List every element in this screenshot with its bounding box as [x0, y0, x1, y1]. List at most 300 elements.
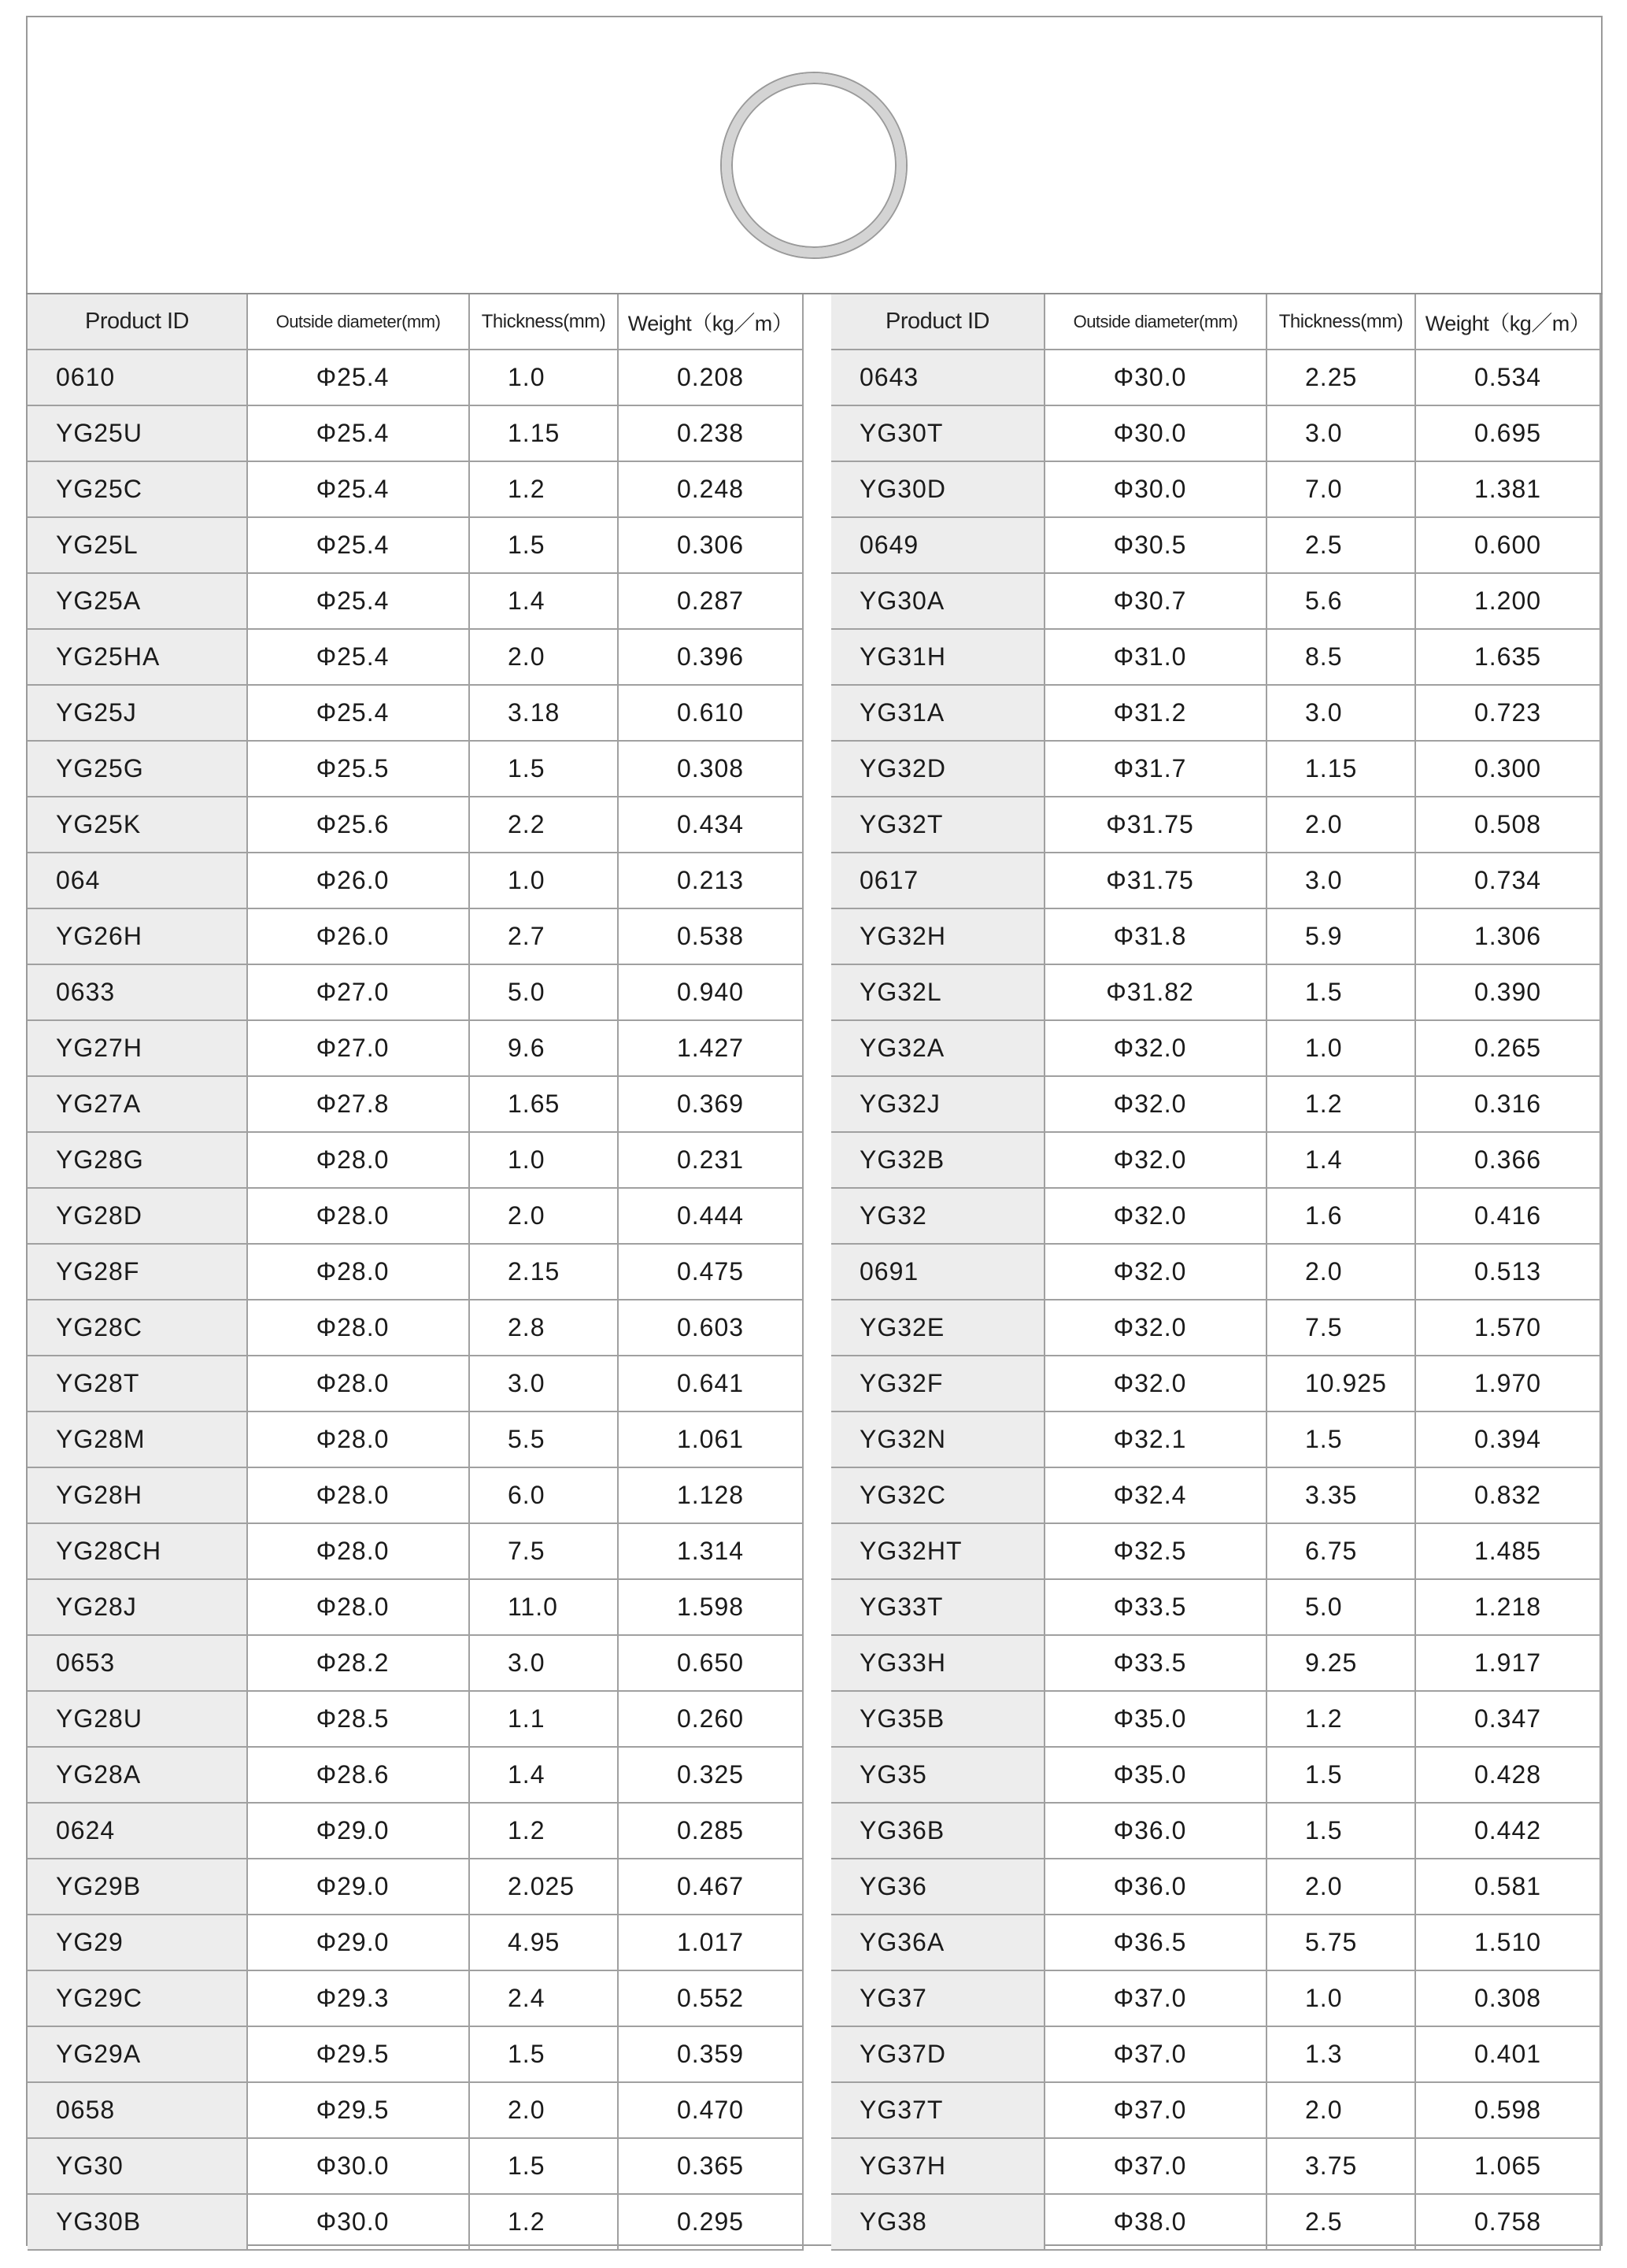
product-id-cell: YG28C: [28, 1300, 247, 1356]
outside-diameter-cell: Φ30.7: [1045, 573, 1266, 629]
outside-diameter-cell: Φ27.0: [247, 964, 469, 1020]
product-id-cell: YG32N: [831, 1411, 1045, 1467]
product-id-cell: YG33H: [831, 1635, 1045, 1691]
product-id-cell: YG32: [831, 1188, 1045, 1244]
thickness-cell: 8.5: [1266, 629, 1415, 685]
weight-cell: 0.265: [1415, 1020, 1600, 1076]
table-row: [28, 908, 803, 964]
outside-diameter-cell: Φ30.0: [1045, 461, 1266, 517]
product-id-cell: YG32A: [831, 1020, 1045, 1076]
table-row: [831, 1523, 1600, 1579]
product-id-cell: YG32L: [831, 964, 1045, 1020]
outside-diameter-cell: Φ30.5: [1045, 517, 1266, 573]
table-row: [28, 741, 803, 797]
table-row: [28, 1579, 803, 1635]
weight-cell: 0.695: [1415, 405, 1600, 461]
product-id-cell: YG32F: [831, 1356, 1045, 1411]
thickness-cell: 1.0: [1266, 1970, 1415, 2026]
weight-cell: 0.325: [618, 1747, 803, 1803]
thickness-cell: 3.0: [469, 1356, 618, 1411]
outside-diameter-cell: Φ25.6: [247, 797, 469, 853]
weight-cell: 0.538: [618, 908, 803, 964]
table-row: [831, 1356, 1600, 1411]
weight-cell: 0.832: [1415, 1467, 1600, 1523]
outside-diameter-cell: Φ28.0: [247, 1523, 469, 1579]
weight-cell: 1.381: [1415, 461, 1600, 517]
table-row: [831, 405, 1600, 461]
weight-cell: 0.308: [1415, 1970, 1600, 2026]
table-row: [28, 629, 803, 685]
thickness-cell: 3.35: [1266, 1467, 1415, 1523]
thickness-cell: 2.0: [1266, 1244, 1415, 1300]
table-row: [831, 1020, 1600, 1076]
outside-diameter-cell: Φ28.0: [247, 1244, 469, 1300]
weight-cell: 1.314: [618, 1523, 803, 1579]
weight-cell: 1.570: [1415, 1300, 1600, 1356]
table-header-row: [28, 294, 803, 350]
column-header-product-id: Product ID: [831, 294, 1045, 350]
product-id-cell: YG28F: [28, 1244, 247, 1300]
outside-diameter-cell: Φ31.2: [1045, 685, 1266, 741]
thickness-cell: 1.0: [469, 853, 618, 908]
thickness-cell: 2.15: [469, 1244, 618, 1300]
table-row: [831, 853, 1600, 908]
thickness-cell: 7.5: [1266, 1300, 1415, 1356]
table-row: [28, 964, 803, 1020]
product-id-cell: YG25A: [28, 573, 247, 629]
weight-cell: 0.416: [1415, 1188, 1600, 1244]
weight-cell: 0.650: [618, 1635, 803, 1691]
thickness-cell: 2.0: [1266, 2082, 1415, 2138]
weight-cell: 0.734: [1415, 853, 1600, 908]
weight-cell: 1.061: [618, 1411, 803, 1467]
outside-diameter-cell: Φ32.0: [1045, 1300, 1266, 1356]
outside-diameter-cell: Φ36.0: [1045, 1859, 1266, 1915]
table-row: [28, 685, 803, 741]
outside-diameter-cell: Φ37.0: [1045, 2138, 1266, 2194]
product-id-cell: YG30D: [831, 461, 1045, 517]
table-row: [831, 1915, 1600, 1970]
thickness-cell: 2.025: [469, 1859, 618, 1915]
outside-diameter-cell: Φ30.0: [247, 2138, 469, 2194]
weight-cell: 1.218: [1415, 1579, 1600, 1635]
product-id-cell: YG38: [831, 2194, 1045, 2250]
weight-cell: 0.347: [1415, 1691, 1600, 1747]
table-row: [28, 1915, 803, 1970]
table-row: [28, 1020, 803, 1076]
thickness-cell: 1.5: [469, 2026, 618, 2082]
weight-cell: 0.581: [1415, 1859, 1600, 1915]
outside-diameter-cell: Φ32.0: [1045, 1076, 1266, 1132]
product-id-cell: YG30B: [28, 2194, 247, 2250]
table-row: [831, 964, 1600, 1020]
outside-diameter-cell: Φ33.5: [1045, 1579, 1266, 1635]
weight-cell: 0.600: [1415, 517, 1600, 573]
outside-diameter-cell: Φ27.0: [247, 1020, 469, 1076]
thickness-cell: 1.5: [1266, 1747, 1415, 1803]
thickness-cell: 1.2: [469, 2194, 618, 2250]
weight-cell: 0.552: [618, 1970, 803, 2026]
weight-cell: 0.231: [618, 1132, 803, 1188]
thickness-cell: 2.0: [1266, 797, 1415, 853]
outside-diameter-cell: Φ32.1: [1045, 1411, 1266, 1467]
product-id-cell: YG26H: [28, 908, 247, 964]
thickness-cell: 1.5: [1266, 964, 1415, 1020]
table-row: [831, 685, 1600, 741]
thickness-cell: 1.4: [469, 573, 618, 629]
product-id-cell: YG28U: [28, 1691, 247, 1747]
product-id-cell: YG31H: [831, 629, 1045, 685]
thickness-cell: 2.5: [1266, 2194, 1415, 2250]
outside-diameter-cell: Φ30.0: [1045, 350, 1266, 405]
product-id-cell: 0624: [28, 1803, 247, 1859]
weight-cell: 0.508: [1415, 797, 1600, 853]
thickness-cell: 2.7: [469, 908, 618, 964]
table-row: [28, 1970, 803, 2026]
product-id-cell: YG28T: [28, 1356, 247, 1411]
weight-cell: 0.401: [1415, 2026, 1600, 2082]
outside-diameter-cell: Φ32.0: [1045, 1020, 1266, 1076]
weight-cell: 1.510: [1415, 1915, 1600, 1970]
outside-diameter-cell: Φ25.4: [247, 573, 469, 629]
thickness-cell: 2.0: [1266, 1859, 1415, 1915]
table-row: [28, 1635, 803, 1691]
column-header-weight: Weight（kg／m）: [618, 294, 803, 350]
weight-cell: 1.128: [618, 1467, 803, 1523]
thickness-cell: 2.4: [469, 1970, 618, 2026]
thickness-cell: 1.6: [1266, 1188, 1415, 1244]
outside-diameter-cell: Φ32.0: [1045, 1132, 1266, 1188]
outside-diameter-cell: Φ25.5: [247, 741, 469, 797]
product-id-cell: YG36B: [831, 1803, 1045, 1859]
table-row: [831, 2194, 1600, 2250]
thickness-cell: 1.65: [469, 1076, 618, 1132]
outside-diameter-cell: Φ35.0: [1045, 1691, 1266, 1747]
product-id-cell: YG32H: [831, 908, 1045, 964]
outside-diameter-cell: Φ28.0: [247, 1132, 469, 1188]
thickness-cell: 3.0: [469, 1635, 618, 1691]
thickness-cell: 2.5: [1266, 517, 1415, 573]
product-id-cell: YG32B: [831, 1132, 1045, 1188]
outside-diameter-cell: Φ29.3: [247, 1970, 469, 2026]
thickness-cell: 5.6: [1266, 573, 1415, 629]
thickness-cell: 3.0: [1266, 685, 1415, 741]
weight-cell: 0.213: [618, 853, 803, 908]
outside-diameter-cell: Φ31.7: [1045, 741, 1266, 797]
thickness-cell: 1.5: [469, 741, 618, 797]
product-id-cell: YG28H: [28, 1467, 247, 1523]
outside-diameter-cell: Φ36.0: [1045, 1803, 1266, 1859]
product-id-cell: YG36A: [831, 1915, 1045, 1970]
thickness-cell: 9.25: [1266, 1635, 1415, 1691]
outside-diameter-cell: Φ29.0: [247, 1859, 469, 1915]
product-id-cell: YG32T: [831, 797, 1045, 853]
table-row: [831, 1970, 1600, 2026]
weight-cell: 1.598: [618, 1579, 803, 1635]
table-row: [28, 797, 803, 853]
product-id-cell: YG29A: [28, 2026, 247, 2082]
table-row: [28, 1859, 803, 1915]
thickness-cell: 2.0: [469, 1188, 618, 1244]
table-row: [831, 1132, 1600, 1188]
weight-cell: 0.295: [618, 2194, 803, 2250]
thickness-cell: 3.75: [1266, 2138, 1415, 2194]
thickness-cell: 1.0: [469, 350, 618, 405]
thickness-cell: 1.2: [469, 461, 618, 517]
thickness-cell: 10.925: [1266, 1356, 1415, 1411]
product-id-cell: YG28A: [28, 1747, 247, 1803]
table-row: [831, 797, 1600, 853]
table-header-row: [831, 294, 1600, 350]
table-row: [831, 1803, 1600, 1859]
weight-cell: 1.306: [1415, 908, 1600, 964]
weight-cell: 0.940: [618, 964, 803, 1020]
table-row: [831, 1691, 1600, 1747]
weight-cell: 0.365: [618, 2138, 803, 2194]
weight-cell: 0.369: [618, 1076, 803, 1132]
outside-diameter-cell: Φ28.2: [247, 1635, 469, 1691]
thickness-cell: 3.0: [1266, 405, 1415, 461]
product-id-cell: YG28D: [28, 1188, 247, 1244]
table-row: [28, 1244, 803, 1300]
column-header-outside-diameter: Outside diameter(mm): [247, 294, 469, 350]
product-id-cell: YG29: [28, 1915, 247, 1970]
product-id-cell: 0633: [28, 964, 247, 1020]
product-id-cell: YG25G: [28, 741, 247, 797]
outside-diameter-cell: Φ27.8: [247, 1076, 469, 1132]
thickness-cell: 1.2: [1266, 1691, 1415, 1747]
table-row: [28, 1356, 803, 1411]
weight-cell: 0.434: [618, 797, 803, 853]
table-row: [831, 1467, 1600, 1523]
table-row: [28, 461, 803, 517]
weight-cell: 0.475: [618, 1244, 803, 1300]
thickness-cell: 1.1: [469, 1691, 618, 1747]
product-id-cell: 0643: [831, 350, 1045, 405]
product-id-cell: YG28J: [28, 1579, 247, 1635]
table-row: [831, 461, 1600, 517]
outside-diameter-cell: Φ25.4: [247, 350, 469, 405]
outside-diameter-cell: Φ31.75: [1045, 797, 1266, 853]
outside-diameter-cell: Φ32.0: [1045, 1356, 1266, 1411]
table-row: [831, 573, 1600, 629]
ring-cross-section-icon: [722, 73, 906, 257]
thickness-cell: 7.0: [1266, 461, 1415, 517]
thickness-cell: 2.8: [469, 1300, 618, 1356]
product-id-cell: YG27H: [28, 1020, 247, 1076]
outside-diameter-cell: Φ32.4: [1045, 1467, 1266, 1523]
table-row: [831, 1244, 1600, 1300]
product-id-cell: YG27A: [28, 1076, 247, 1132]
weight-cell: 1.917: [1415, 1635, 1600, 1691]
weight-cell: 0.390: [1415, 964, 1600, 1020]
weight-cell: 0.316: [1415, 1076, 1600, 1132]
product-id-cell: YG25K: [28, 797, 247, 853]
table-row: [831, 1859, 1600, 1915]
thickness-cell: 6.0: [469, 1467, 618, 1523]
product-id-cell: YG37: [831, 1970, 1045, 2026]
outside-diameter-cell: Φ30.0: [1045, 405, 1266, 461]
outside-diameter-cell: Φ29.5: [247, 2026, 469, 2082]
weight-cell: 0.238: [618, 405, 803, 461]
weight-cell: 0.603: [618, 1300, 803, 1356]
thickness-cell: 1.4: [469, 1747, 618, 1803]
product-id-cell: YG33T: [831, 1579, 1045, 1635]
product-id-cell: YG35: [831, 1747, 1045, 1803]
table-row: [28, 517, 803, 573]
thickness-cell: 1.15: [469, 405, 618, 461]
product-id-cell: YG36: [831, 1859, 1045, 1915]
thickness-cell: 3.0: [1266, 853, 1415, 908]
outside-diameter-cell: Φ32.0: [1045, 1188, 1266, 1244]
outside-diameter-cell: Φ28.0: [247, 1188, 469, 1244]
table-row: [28, 2194, 803, 2250]
table-row: [831, 741, 1600, 797]
product-id-cell: YG32E: [831, 1300, 1045, 1356]
table-row: [831, 1747, 1600, 1803]
product-id-cell: YG37T: [831, 2082, 1045, 2138]
thickness-cell: 3.18: [469, 685, 618, 741]
weight-cell: 0.534: [1415, 350, 1600, 405]
outside-diameter-cell: Φ33.5: [1045, 1635, 1266, 1691]
weight-cell: 0.285: [618, 1803, 803, 1859]
table-row: [831, 1188, 1600, 1244]
weight-cell: 0.467: [618, 1859, 803, 1915]
table-row: [28, 1188, 803, 1244]
outside-diameter-cell: Φ28.5: [247, 1691, 469, 1747]
table-row: [28, 2138, 803, 2194]
weight-cell: 1.485: [1415, 1523, 1600, 1579]
table-row: [831, 2082, 1600, 2138]
weight-cell: 0.248: [618, 461, 803, 517]
table-row: [28, 2026, 803, 2082]
weight-cell: 0.306: [618, 517, 803, 573]
product-id-cell: YG32J: [831, 1076, 1045, 1132]
weight-cell: 1.200: [1415, 573, 1600, 629]
product-id-cell: YG25C: [28, 461, 247, 517]
weight-cell: 0.598: [1415, 2082, 1600, 2138]
outside-diameter-cell: Φ25.4: [247, 405, 469, 461]
outside-diameter-cell: Φ36.5: [1045, 1915, 1266, 1970]
table-row: [28, 1076, 803, 1132]
table-row: [831, 1300, 1600, 1356]
outside-diameter-cell: Φ31.75: [1045, 853, 1266, 908]
thickness-cell: 5.75: [1266, 1915, 1415, 1970]
table-row: [28, 1132, 803, 1188]
product-id-cell: YG28CH: [28, 1523, 247, 1579]
thickness-cell: 5.0: [1266, 1579, 1415, 1635]
table-row: [28, 2082, 803, 2138]
product-id-cell: YG25HA: [28, 629, 247, 685]
table-row: [831, 1635, 1600, 1691]
outside-diameter-cell: Φ38.0: [1045, 2194, 1266, 2250]
outside-diameter-cell: Φ37.0: [1045, 2082, 1266, 2138]
thickness-cell: 2.25: [1266, 350, 1415, 405]
thickness-cell: 5.9: [1266, 908, 1415, 964]
weight-cell: 1.017: [618, 1915, 803, 1970]
weight-cell: 0.470: [618, 2082, 803, 2138]
thickness-cell: 1.15: [1266, 741, 1415, 797]
table-row: [28, 1747, 803, 1803]
weight-cell: 1.065: [1415, 2138, 1600, 2194]
outside-diameter-cell: Φ26.0: [247, 853, 469, 908]
product-id-cell: YG28G: [28, 1132, 247, 1188]
outside-diameter-cell: Φ28.0: [247, 1579, 469, 1635]
outside-diameter-cell: Φ31.0: [1045, 629, 1266, 685]
outside-diameter-cell: Φ30.0: [247, 2194, 469, 2250]
outside-diameter-cell: Φ28.0: [247, 1356, 469, 1411]
product-id-cell: YG29C: [28, 1970, 247, 2026]
product-id-cell: YG28M: [28, 1411, 247, 1467]
weight-cell: 0.300: [1415, 741, 1600, 797]
product-id-cell: YG25J: [28, 685, 247, 741]
weight-cell: 0.723: [1415, 685, 1600, 741]
outside-diameter-cell: Φ29.0: [247, 1915, 469, 1970]
product-id-cell: YG29B: [28, 1859, 247, 1915]
spec-table-right: [831, 294, 1601, 2251]
product-id-cell: YG30A: [831, 573, 1045, 629]
thickness-cell: 1.4: [1266, 1132, 1415, 1188]
table-row: [28, 853, 803, 908]
outside-diameter-cell: Φ29.5: [247, 2082, 469, 2138]
outside-diameter-cell: Φ28.0: [247, 1467, 469, 1523]
outside-diameter-cell: Φ25.4: [247, 629, 469, 685]
product-id-cell: YG25L: [28, 517, 247, 573]
product-id-cell: YG37H: [831, 2138, 1045, 2194]
table-row: [28, 573, 803, 629]
weight-cell: 0.610: [618, 685, 803, 741]
thickness-cell: 11.0: [469, 1579, 618, 1635]
outside-diameter-cell: Φ35.0: [1045, 1747, 1266, 1803]
weight-cell: 0.442: [1415, 1803, 1600, 1859]
outside-diameter-cell: Φ32.5: [1045, 1523, 1266, 1579]
table-row: [28, 350, 803, 405]
outside-diameter-cell: Φ29.0: [247, 1803, 469, 1859]
table-row: [831, 2138, 1600, 2194]
weight-cell: 0.287: [618, 573, 803, 629]
table-row: [831, 1579, 1600, 1635]
outside-diameter-cell: Φ37.0: [1045, 1970, 1266, 2026]
thickness-cell: 1.5: [469, 2138, 618, 2194]
product-id-cell: 064: [28, 853, 247, 908]
thickness-cell: 1.0: [1266, 1020, 1415, 1076]
table-row: [28, 1523, 803, 1579]
column-header-thickness: Thickness(mm): [469, 294, 618, 350]
table-row: [28, 1300, 803, 1356]
table-row: [831, 908, 1600, 964]
product-id-cell: 0617: [831, 853, 1045, 908]
outside-diameter-cell: Φ25.4: [247, 685, 469, 741]
weight-cell: 0.396: [618, 629, 803, 685]
outside-diameter-cell: Φ32.0: [1045, 1244, 1266, 1300]
column-header-outside-diameter: Outside diameter(mm): [1045, 294, 1266, 350]
weight-cell: 0.428: [1415, 1747, 1600, 1803]
column-header-product-id: Product ID: [28, 294, 247, 350]
product-id-cell: YG32D: [831, 741, 1045, 797]
weight-cell: 1.427: [618, 1020, 803, 1076]
thickness-cell: 4.95: [469, 1915, 618, 1970]
thickness-cell: 1.0: [469, 1132, 618, 1188]
table-row: [28, 405, 803, 461]
outside-diameter-cell: Φ28.6: [247, 1747, 469, 1803]
thickness-cell: 1.5: [1266, 1803, 1415, 1859]
thickness-cell: 5.0: [469, 964, 618, 1020]
outside-diameter-cell: Φ26.0: [247, 908, 469, 964]
weight-cell: 0.394: [1415, 1411, 1600, 1467]
thickness-cell: 6.75: [1266, 1523, 1415, 1579]
weight-cell: 0.359: [618, 2026, 803, 2082]
weight-cell: 1.970: [1415, 1356, 1600, 1411]
